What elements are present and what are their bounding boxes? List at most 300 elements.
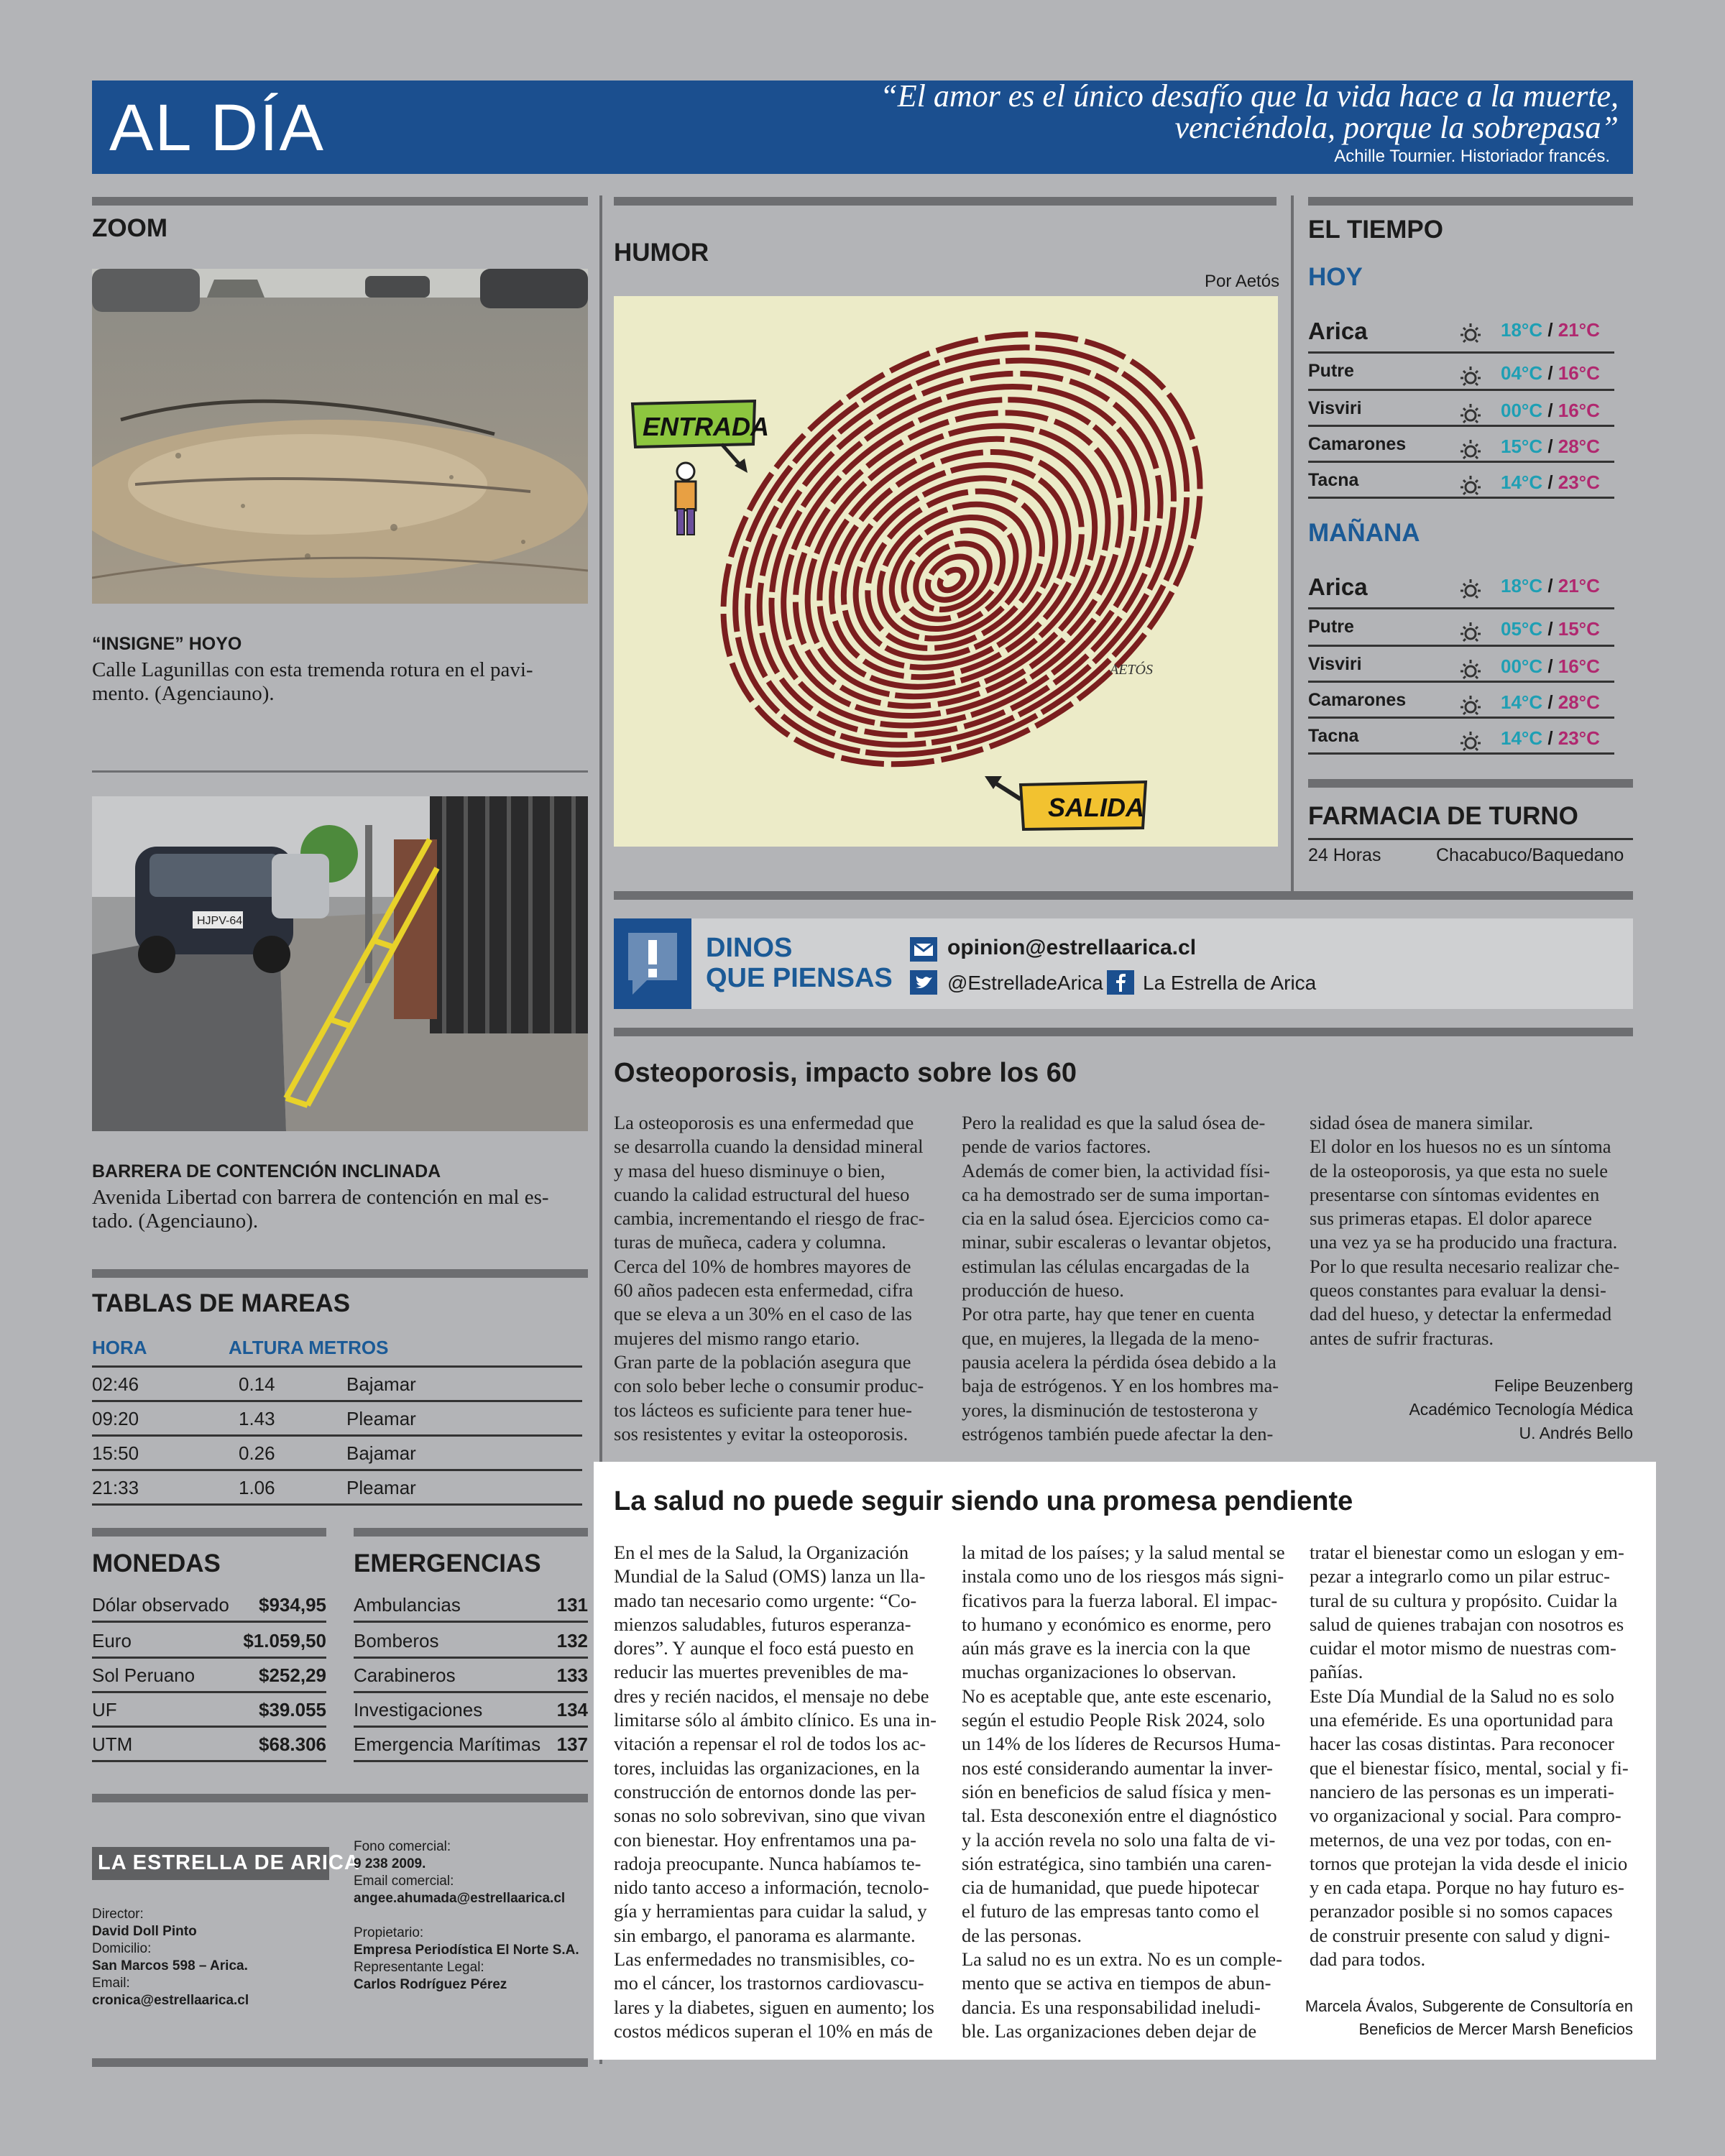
article-line: sidad ósea de manera similar. bbox=[1310, 1112, 1534, 1133]
caption-line: Calle Lagunillas con esta tremenda rotura en el pavi- bbox=[92, 658, 533, 681]
article-line: Mundial de la Salud (OMS) lanza un lla- bbox=[614, 1565, 926, 1588]
tide-row bbox=[92, 1471, 582, 1506]
quote-line-2: venciéndola, porque la sobrepasa” bbox=[1174, 110, 1619, 145]
article-line: que el bienestar físico, mental, social y fi- bbox=[1310, 1756, 1629, 1779]
temp-min: 00°C bbox=[1501, 400, 1543, 421]
divider bbox=[92, 1794, 588, 1802]
article-line: No es aceptable que, ante este escenario, bbox=[962, 1685, 1272, 1707]
emergency-label: Carabineros bbox=[354, 1664, 456, 1686]
article-line: La osteoporosis es una enfermedad que bbox=[614, 1112, 914, 1133]
page-header-banner bbox=[92, 80, 1633, 174]
article-line: dancia. Es una responsabilidad ineludi- bbox=[962, 1996, 1261, 2018]
divider bbox=[92, 2058, 588, 2067]
legal-rep-label: Representante Legal: bbox=[354, 1960, 484, 1975]
article-line: El dolor en los huesos no es un síntoma bbox=[1310, 1135, 1611, 1158]
article-line: minar, subir escaleras o levantar objetos, bbox=[962, 1231, 1271, 1253]
twitter-icon bbox=[910, 970, 937, 995]
tide-time: 09:20 bbox=[92, 1408, 139, 1429]
address-label: Domicilio: bbox=[92, 1941, 152, 1956]
weather-title: EL TIEMPO bbox=[1308, 216, 1443, 244]
emergency-row bbox=[354, 1659, 588, 1693]
masthead-left bbox=[92, 1906, 329, 2009]
article-line: ficativos para la fuerza laboral. El impac- bbox=[962, 1589, 1278, 1611]
salida-sign bbox=[985, 776, 1146, 829]
divider bbox=[92, 197, 588, 206]
weather-row bbox=[1308, 427, 1614, 463]
author-line: Marcela Ávalos, Subgerente de Consultoría en bbox=[1305, 1997, 1633, 2015]
logo-text: LA ESTRELLA DE ARICA bbox=[98, 1851, 360, 1874]
caption-line: tado. (Agenciauno). bbox=[92, 1210, 259, 1233]
speech-bubble-icon bbox=[614, 918, 691, 1009]
currency-row bbox=[92, 1624, 326, 1659]
pharmacy-title: FARMACIA DE TURNO bbox=[1308, 802, 1578, 830]
pothole-photo bbox=[92, 269, 588, 604]
article-line: sos resistentes y evitar la osteoporosis. bbox=[614, 1422, 908, 1445]
article-line: La salud no es un extra. No es un comple- bbox=[962, 1948, 1282, 1971]
weather-temp bbox=[1501, 691, 1600, 714]
temp-min: 14°C bbox=[1501, 727, 1543, 749]
currency-value: $934,95 bbox=[259, 1594, 326, 1616]
photo1-caption-title: “INSIGNE” HOYO bbox=[92, 634, 242, 654]
article-line: lares y la diabetes, siguen en aumento; los bbox=[614, 1996, 934, 2018]
article-column bbox=[1310, 1111, 1633, 1350]
article-column bbox=[962, 1541, 1292, 2043]
temp-separator: / bbox=[1542, 618, 1558, 640]
article-line: estrógenos también puede afectar la den- bbox=[962, 1422, 1274, 1445]
humor-credit: Por Aetós bbox=[1205, 272, 1280, 291]
tides-col-altura: ALTURA METROS bbox=[229, 1337, 389, 1358]
article-line: antes de sufrir fracturas. bbox=[1310, 1327, 1494, 1349]
currency-value: $1.059,50 bbox=[243, 1630, 326, 1651]
article-line: meternos, de una vez por todas, con en- bbox=[1310, 1828, 1612, 1851]
currency-row bbox=[92, 1693, 326, 1728]
article-line: gía y herramientas para cuidar la salud, y bbox=[614, 1900, 927, 1922]
mail-icon bbox=[910, 937, 937, 962]
weather-row bbox=[1308, 719, 1614, 755]
article-line: Cerca del 10% de hombres mayores de bbox=[614, 1255, 911, 1277]
article-line: Pero la realidad es que la salud ósea de- bbox=[962, 1112, 1266, 1133]
divider bbox=[92, 1269, 588, 1278]
article-line: mujeres del mismo rango etario. bbox=[614, 1327, 860, 1349]
article-line: nido tanto acceso a información, tecnolo- bbox=[614, 1876, 929, 1899]
article-line: estimulan las células encargadas de la bbox=[962, 1255, 1250, 1277]
article-line: sus primeras etapas. El dolor aparece bbox=[1310, 1207, 1592, 1230]
weather-city: Visviri bbox=[1308, 398, 1362, 418]
article-line: limitarse sólo al ámbito clínico. Es una in- bbox=[614, 1709, 937, 1731]
currency-row bbox=[92, 1588, 326, 1623]
tide-time: 15:50 bbox=[92, 1442, 139, 1464]
tide-time: 21:33 bbox=[92, 1477, 139, 1498]
article-line: Este Día Mundial de la Salud no es solo bbox=[1310, 1685, 1614, 1707]
article-line: nanciero de las personas es un imperati- bbox=[1310, 1780, 1614, 1802]
quote-author: Achille Tournier. Historiador francés. bbox=[1334, 147, 1610, 166]
currency-label: UF bbox=[92, 1699, 117, 1720]
article-line: que se eleva a un 30% en el caso de las bbox=[614, 1303, 912, 1325]
emergency-number: 132 bbox=[556, 1630, 588, 1651]
article-line: 60 años padecen esta enfermedad, cifra bbox=[614, 1279, 914, 1302]
sun-icon bbox=[1456, 319, 1485, 351]
temp-separator: / bbox=[1542, 362, 1558, 384]
weather-city: Camarones bbox=[1308, 690, 1407, 710]
article-line: Además de comer bien, la actividad físi- bbox=[962, 1159, 1270, 1181]
contact-heading bbox=[706, 933, 893, 993]
commercial-email: angee.ahumada@estrellaarica.cl bbox=[354, 1891, 566, 1906]
article-line: dad para todos. bbox=[1310, 1948, 1426, 1971]
emergency-row bbox=[354, 1728, 588, 1762]
divider bbox=[1308, 197, 1633, 206]
divider bbox=[92, 1528, 326, 1537]
weather-city: Visviri bbox=[1308, 654, 1362, 674]
article-line: cuidar el motor mismo de nuestras com- bbox=[1310, 1637, 1616, 1659]
article-line: de la osteoporosis, ya que esta no suele bbox=[1310, 1159, 1609, 1181]
article-signature bbox=[1310, 1374, 1633, 1445]
photo2-caption bbox=[92, 1186, 595, 1233]
weather-temp bbox=[1501, 618, 1600, 640]
weather-tomorrow-label: MAÑANA bbox=[1308, 519, 1420, 547]
weather-city: Tacna bbox=[1308, 726, 1359, 746]
phone: 9 238 2009. bbox=[354, 1856, 426, 1871]
cartoonist-signature: AETÓS bbox=[1110, 662, 1153, 678]
facebook-icon bbox=[1107, 970, 1134, 995]
tide-type: Bajamar bbox=[346, 1373, 416, 1395]
sun-icon bbox=[1456, 471, 1485, 504]
article-line: vitación a repensar el rol de todos los ac- bbox=[614, 1733, 926, 1755]
emergency-row bbox=[354, 1588, 588, 1623]
salida-label: SALIDA bbox=[1048, 793, 1144, 822]
entrada-sign bbox=[632, 401, 769, 473]
director-name: David Doll Pinto bbox=[92, 1924, 197, 1939]
phone-label: Fono comercial: bbox=[354, 1839, 451, 1854]
weather-row bbox=[1308, 683, 1614, 719]
contact-facebook[interactable]: La Estrella de Arica bbox=[1143, 972, 1317, 994]
temp-max: 28°C bbox=[1558, 691, 1600, 713]
weather-city: Arica bbox=[1308, 318, 1368, 344]
contact-twitter[interactable]: @EstrelladeArica bbox=[947, 972, 1103, 994]
article-line: cuando la calidad estructural del hueso bbox=[614, 1183, 910, 1205]
masthead-right bbox=[354, 1838, 591, 1994]
humor-title: HUMOR bbox=[614, 239, 709, 267]
temp-max: 15°C bbox=[1558, 618, 1600, 640]
temp-separator: / bbox=[1542, 727, 1558, 749]
article-column bbox=[962, 1111, 1285, 1446]
weather-city: Arica bbox=[1308, 573, 1368, 600]
article-line: queos constantes para evaluar la densi- bbox=[1310, 1279, 1606, 1302]
tide-type: Pleamar bbox=[346, 1477, 416, 1498]
temp-min: 15°C bbox=[1501, 436, 1543, 457]
article-line: nos esté considerando aumentar la inver- bbox=[962, 1756, 1273, 1779]
emergency-label: Investigaciones bbox=[354, 1699, 483, 1720]
tide-height: 1.43 bbox=[239, 1408, 275, 1429]
legal-rep: Carlos Rodríguez Pérez bbox=[354, 1977, 507, 1992]
article-line: mo el cáncer, los trastornos cardiovascu- bbox=[614, 1972, 924, 1994]
article-line: tornos que protejan la vida desde el inicio bbox=[1310, 1852, 1628, 1874]
author-org: U. Andrés Bello bbox=[1519, 1424, 1633, 1442]
article-line: la mitad de los países; y la salud mental se bbox=[962, 1542, 1285, 1563]
barrier-photo bbox=[92, 796, 588, 1131]
commercial-email-label: Email comercial: bbox=[354, 1874, 454, 1889]
article-line: con bienestar. Hoy enfrentamos una pa- bbox=[614, 1828, 916, 1851]
director-label: Director: bbox=[92, 1907, 144, 1922]
currency-value: $39.055 bbox=[259, 1699, 326, 1720]
article-line: ble. Las organizaciones deben dejar de bbox=[962, 2019, 1257, 2042]
article-line: con solo beber leche o consumir produc- bbox=[614, 1375, 924, 1397]
article-line: presentarse con síntomas evidentes en bbox=[1310, 1183, 1600, 1205]
weather-temp bbox=[1501, 727, 1600, 750]
emergency-number: 134 bbox=[556, 1699, 588, 1720]
article-column bbox=[614, 1541, 944, 2043]
pharmacy-hours: 24 Horas bbox=[1308, 845, 1381, 865]
emergency-number: 133 bbox=[556, 1664, 588, 1686]
article-line: tores, incluidas las organizaciones, en la bbox=[614, 1756, 920, 1779]
divider bbox=[1308, 838, 1633, 840]
article-line: radoja preocupante. Nunca habíamos te- bbox=[614, 1852, 921, 1874]
temp-separator: / bbox=[1542, 691, 1558, 713]
article-signature bbox=[1238, 1995, 1633, 2041]
article-line: En el mes de la Salud, la Organización bbox=[614, 1542, 909, 1563]
article-line: tural de su cultura y propósito. Cuidar la bbox=[1310, 1589, 1618, 1611]
entrada-label: ENTRADA bbox=[643, 412, 769, 441]
emergency-number: 131 bbox=[556, 1594, 588, 1616]
zoom-title: ZOOM bbox=[92, 214, 167, 242]
article-line: vo organizacional y social. Para compro- bbox=[1310, 1805, 1622, 1827]
article-line: Por lo que resulta necesario realizar che- bbox=[1310, 1255, 1620, 1277]
weather-temp bbox=[1501, 319, 1600, 341]
article-line: que, en mujeres, la llegada de la meno- bbox=[962, 1327, 1260, 1349]
currency-label: UTM bbox=[92, 1733, 133, 1755]
article-line: mento que se activa en tiempos de abun- bbox=[962, 1972, 1271, 1994]
caption-line: mento. (Agenciauno). bbox=[92, 682, 275, 705]
contact-line: DINOS bbox=[706, 933, 793, 963]
temp-min: 05°C bbox=[1501, 618, 1543, 640]
tide-height: 1.06 bbox=[239, 1477, 275, 1498]
email: cronica@estrellaarica.cl bbox=[92, 1993, 249, 2008]
emergency-number: 137 bbox=[556, 1733, 588, 1755]
article-line: una efeméride. Es una oportunidad para bbox=[1310, 1709, 1614, 1731]
tide-row bbox=[92, 1402, 582, 1437]
weather-city: Tacna bbox=[1308, 470, 1359, 490]
newspaper-logo bbox=[92, 1847, 360, 1880]
emergencies-title: EMERGENCIAS bbox=[354, 1549, 541, 1577]
emergency-row bbox=[354, 1693, 588, 1728]
article-line: muchas organizaciones lo observan. bbox=[962, 1661, 1237, 1683]
divider bbox=[614, 891, 1633, 900]
weather-today-label: HOY bbox=[1308, 263, 1363, 291]
author-name: Felipe Beuzenberg bbox=[1494, 1376, 1633, 1395]
weather-row bbox=[1308, 391, 1614, 427]
article-line: dres y recién nacidos, el mensaje no debe bbox=[614, 1685, 929, 1707]
tide-type: Bajamar bbox=[346, 1442, 416, 1464]
article-line: pezar a integrarlo como un pilar estruc- bbox=[1310, 1565, 1610, 1588]
divider bbox=[614, 197, 1276, 206]
sun-icon bbox=[1456, 727, 1485, 760]
article-line: aún más grave es la inercia con la que bbox=[962, 1637, 1251, 1659]
header-quote bbox=[756, 80, 1619, 144]
article-line: sión estratégica, sino también una caren- bbox=[962, 1852, 1272, 1874]
weather-row bbox=[1308, 354, 1614, 391]
article-title: Osteoporosis, impacto sobre los 60 bbox=[614, 1058, 1077, 1088]
article-line: yores, la disminución de testosterona y bbox=[962, 1399, 1259, 1421]
weather-temp bbox=[1501, 655, 1600, 678]
weather-row bbox=[1308, 463, 1614, 499]
tide-row bbox=[92, 1368, 582, 1402]
article-line: y masa del hueso disminuye o bien, bbox=[614, 1159, 886, 1181]
address: San Marcos 598 – Arica. bbox=[92, 1958, 248, 1973]
article-line: turas de muñeca, cadera y columna. bbox=[614, 1231, 886, 1253]
article-line: de las personas. bbox=[962, 1924, 1082, 1946]
owner: Empresa Periodística El Norte S.A. bbox=[354, 1943, 579, 1958]
temp-separator: / bbox=[1542, 319, 1558, 341]
column-divider bbox=[1291, 195, 1294, 893]
temp-max: 21°C bbox=[1558, 319, 1600, 341]
temp-max: 16°C bbox=[1558, 655, 1600, 677]
temp-separator: / bbox=[1542, 655, 1558, 677]
article-line: peranzador posible si no somos capaces bbox=[1310, 1900, 1613, 1922]
currency-label: Sol Peruano bbox=[92, 1664, 196, 1686]
article-line: y la acción revela no solo una falta de vi- bbox=[962, 1828, 1276, 1851]
temp-min: 18°C bbox=[1501, 319, 1543, 341]
temp-min: 04°C bbox=[1501, 362, 1543, 384]
article-line: baja de estrógenos. Y en los hombres ma- bbox=[962, 1375, 1279, 1397]
temp-max: 23°C bbox=[1558, 471, 1600, 493]
weather-city: Putre bbox=[1308, 617, 1354, 637]
currency-title: MONEDAS bbox=[92, 1549, 221, 1577]
weather-temp bbox=[1501, 575, 1600, 597]
divider bbox=[354, 1528, 588, 1537]
article-line: tos lácteos es suficiente para tener hue- bbox=[614, 1399, 912, 1421]
article-line: el futuro de las empresas tanto como el bbox=[962, 1900, 1260, 1922]
article-line: según el estudio People Risk 2024, solo bbox=[962, 1709, 1265, 1731]
article-line: cia de humanidad, que puede hipotecar bbox=[962, 1876, 1259, 1899]
tide-type: Pleamar bbox=[346, 1408, 416, 1429]
emergency-label: Ambulancias bbox=[354, 1594, 461, 1616]
license-plate: HJPV-64 bbox=[197, 915, 243, 927]
article-line: cambia, incrementando el riesgo de frac- bbox=[614, 1207, 925, 1230]
temp-min: 00°C bbox=[1501, 655, 1543, 677]
article-line: sión en beneficios de salud física y men- bbox=[962, 1780, 1271, 1802]
weather-city: Camarones bbox=[1308, 434, 1407, 454]
email-label: Email: bbox=[92, 1976, 130, 1991]
divider bbox=[614, 1028, 1633, 1036]
temp-max: 23°C bbox=[1558, 727, 1600, 749]
contact-band bbox=[614, 918, 1633, 1009]
weather-row bbox=[1308, 609, 1614, 647]
caption-line: Avenida Libertad con barrera de contención en mal es- bbox=[92, 1186, 549, 1209]
weather-row bbox=[1308, 647, 1614, 683]
temp-max: 28°C bbox=[1558, 436, 1600, 457]
temp-min: 14°C bbox=[1501, 691, 1543, 713]
article-line: pende de varios factores. bbox=[962, 1135, 1151, 1158]
article-line: instala como uno de los riesgos más signi- bbox=[962, 1565, 1284, 1588]
article-line: Por otra parte, hay que tener en cuenta bbox=[962, 1303, 1255, 1325]
weather-temp bbox=[1501, 362, 1600, 384]
article-line: dad del hueso, y detectar la enfermedad bbox=[1310, 1303, 1612, 1325]
currency-label: Euro bbox=[92, 1630, 132, 1651]
person-figure bbox=[676, 463, 696, 535]
section-title: AL DÍA bbox=[109, 91, 326, 165]
contact-email[interactable]: opinion@estrellaarica.cl bbox=[947, 936, 1197, 959]
owner-label: Propietario: bbox=[354, 1925, 424, 1940]
article-line: to humano y económico es enorme, pero bbox=[962, 1613, 1271, 1635]
tide-row bbox=[92, 1437, 582, 1471]
weather-temp bbox=[1501, 471, 1600, 494]
tide-time: 02:46 bbox=[92, 1373, 139, 1395]
divider bbox=[92, 770, 588, 773]
sun-icon bbox=[1456, 618, 1485, 650]
article-title: La salud no puede seguir siendo una promesa pendiente bbox=[614, 1486, 1353, 1516]
fingerprint-ridge bbox=[936, 566, 967, 594]
temp-separator: / bbox=[1542, 471, 1558, 493]
article-line: sin embargo, el panorama es alarmante. bbox=[614, 1924, 916, 1946]
article-line: un 14% de los líderes de Recursos Huma- bbox=[962, 1733, 1281, 1755]
article-line: producción de hueso. bbox=[962, 1279, 1124, 1302]
article-line: costos médicos superan el 10% en más de bbox=[614, 2019, 933, 2042]
weather-city: Putre bbox=[1308, 361, 1354, 381]
author-role: Académico Tecnología Médica bbox=[1409, 1400, 1633, 1419]
pharmacy-address: Chacabuco/Baquedano bbox=[1436, 845, 1624, 865]
article-line: mado tan necesario como urgente: “Co- bbox=[614, 1589, 917, 1611]
weather-temp bbox=[1501, 400, 1600, 422]
tides-title: TABLAS DE MAREAS bbox=[92, 1289, 351, 1317]
article-line: de construir presente con salud y digni- bbox=[1310, 1924, 1610, 1946]
divider bbox=[1308, 779, 1633, 788]
article-line: cia en la salud ósea. Ejercicios como ca- bbox=[962, 1207, 1270, 1230]
currency-row bbox=[92, 1659, 326, 1693]
sun-icon bbox=[1456, 362, 1485, 395]
temp-max: 16°C bbox=[1558, 400, 1600, 421]
temp-separator: / bbox=[1542, 436, 1558, 457]
tide-height: 0.14 bbox=[239, 1373, 275, 1395]
article-line: hacer las cosas distintas. Para reconocer bbox=[1310, 1733, 1614, 1755]
contact-line: QUE PIENSAS bbox=[706, 963, 893, 993]
emergency-row bbox=[354, 1624, 588, 1659]
temp-max: 21°C bbox=[1558, 575, 1600, 596]
currency-label: Dólar observado bbox=[92, 1594, 229, 1616]
author-line: Beneficios de Mercer Marsh Beneficios bbox=[1358, 2020, 1633, 2038]
article-column bbox=[614, 1111, 937, 1446]
emergency-label: Bomberos bbox=[354, 1630, 439, 1651]
weather-row bbox=[1308, 310, 1614, 354]
article-line: construcción de entornos donde las per- bbox=[614, 1780, 917, 1802]
article-line: tal. Esta desconexión entre el diagnóstico bbox=[962, 1805, 1277, 1827]
article-line: se desarrolla cuando la densidad mineral bbox=[614, 1135, 924, 1158]
article-line: ca ha demostrado ser de suma importan- bbox=[962, 1183, 1270, 1205]
temp-separator: / bbox=[1542, 400, 1558, 421]
article-line: pañías. bbox=[1310, 1661, 1363, 1683]
emergency-label: Emergencia Marítimas bbox=[354, 1733, 541, 1755]
article-line: dores”. Y aunque el foco está puesto en bbox=[614, 1637, 914, 1659]
article-line: tratar el bienestar como un eslogan y em- bbox=[1310, 1542, 1624, 1563]
article-column bbox=[1310, 1541, 1640, 1971]
weather-temp bbox=[1501, 436, 1600, 458]
article-line: Gran parte de la población asegura que bbox=[614, 1350, 911, 1373]
temp-min: 18°C bbox=[1501, 575, 1543, 596]
article-line: reducir las muertes prevenibles de ma- bbox=[614, 1661, 908, 1683]
currency-row bbox=[92, 1728, 326, 1762]
article-line: sonas no solo sobrevivan, sino que vivan bbox=[614, 1805, 926, 1827]
article-line: salud de quienes trabajan con nosotros es bbox=[1310, 1613, 1624, 1635]
weather-row bbox=[1308, 566, 1614, 609]
temp-min: 14°C bbox=[1501, 471, 1543, 493]
article-line: una vez ya se ha producido una fractura. bbox=[1310, 1231, 1618, 1253]
photo2-caption-title: BARRERA DE CONTENCIÓN INCLINADA bbox=[92, 1161, 441, 1181]
tides-col-hora: HORA bbox=[92, 1337, 147, 1358]
currency-value: $68.306 bbox=[259, 1733, 326, 1755]
photo1-caption bbox=[92, 658, 595, 706]
article-line: mienzos saludables, futuros esperanza- bbox=[614, 1613, 911, 1635]
quote-line-1: “El amor es el único desafío que la vida hace a la muerte, bbox=[880, 78, 1619, 114]
currency-value: $252,29 bbox=[259, 1664, 326, 1686]
sun-icon bbox=[1456, 575, 1485, 607]
